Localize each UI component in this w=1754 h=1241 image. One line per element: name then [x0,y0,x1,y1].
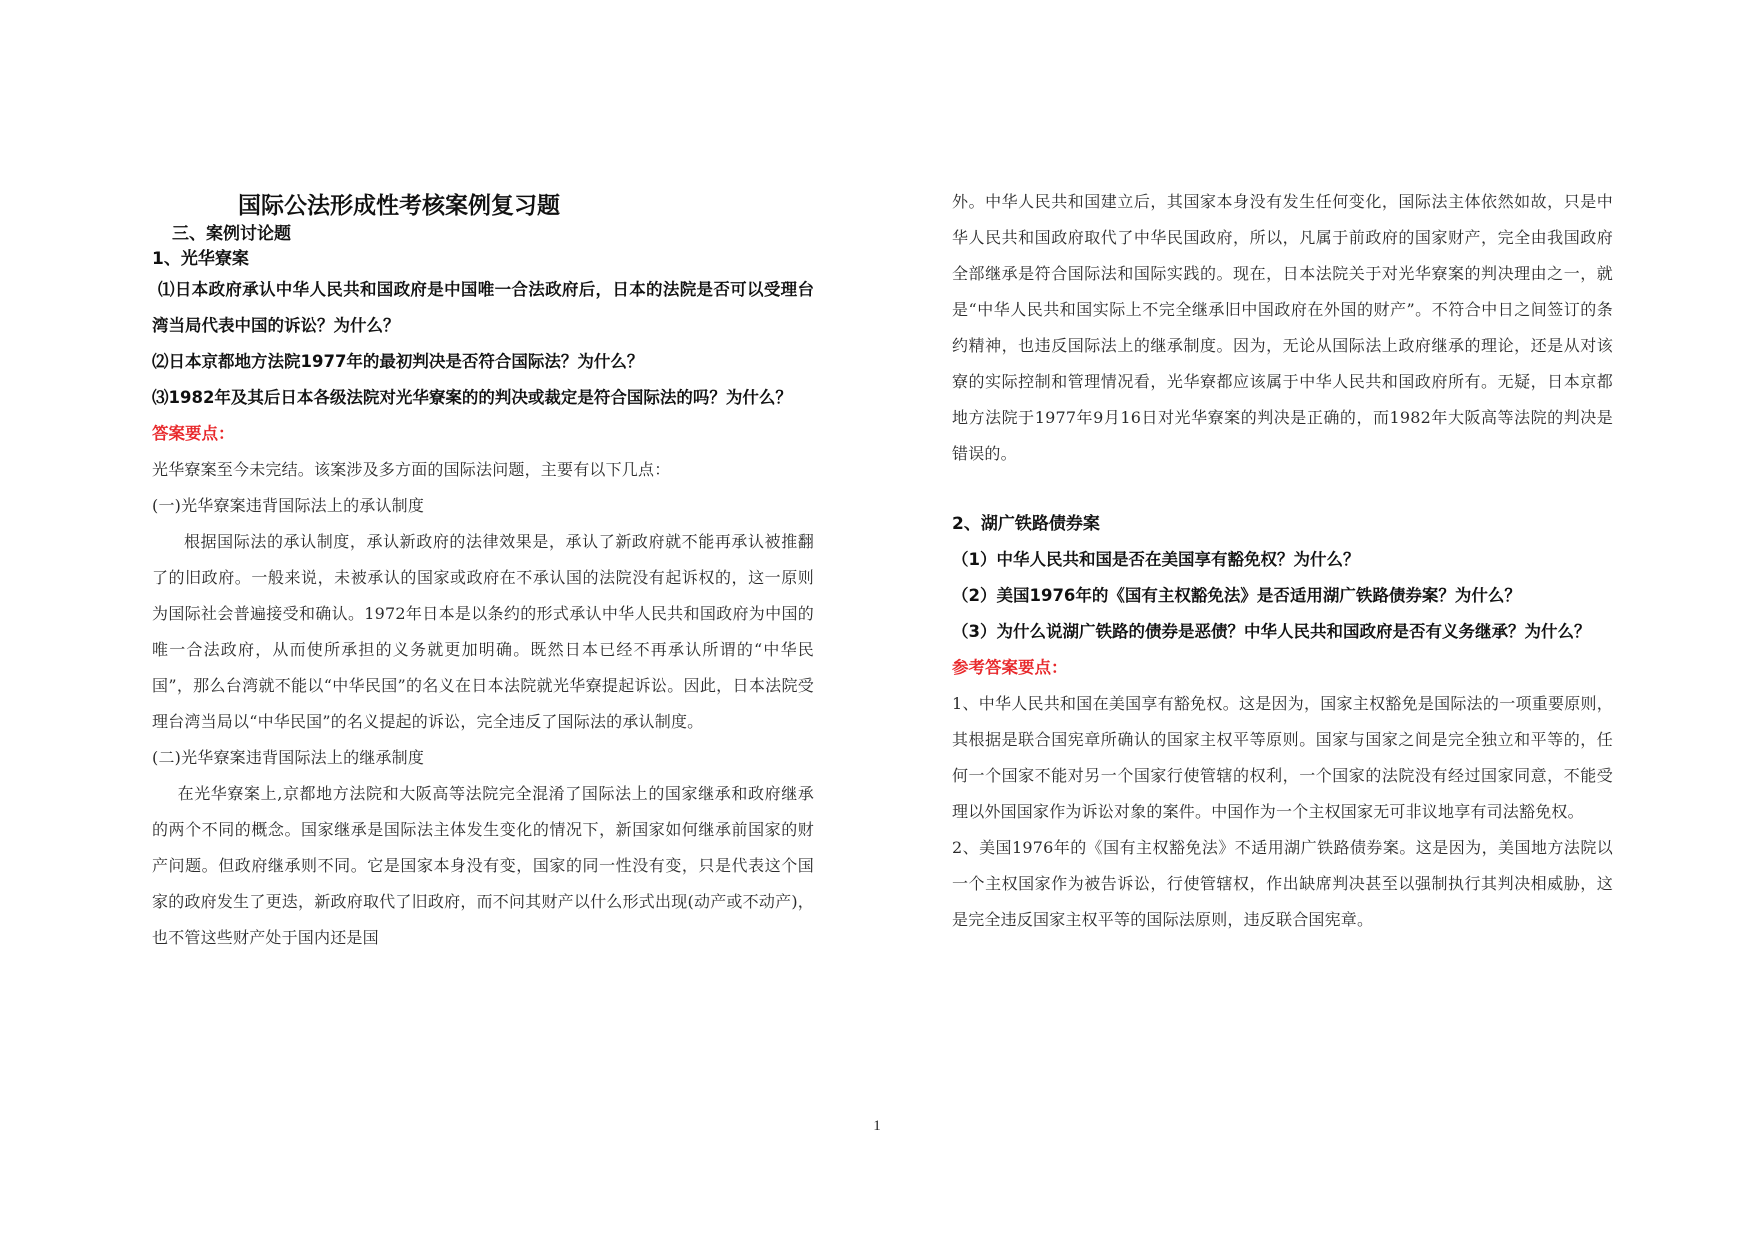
section-heading: 三、案例讨论题 [172,224,291,244]
answer-paragraph-2: 2、美国1976年的《国有主权豁免法》不适用湖广铁路债券案。这是因为，美国地方法院以一个主权国家作为被告诉讼，行使管辖权，作出缺席判决甚至以强制执行其判决相威胁，这是完全违反国家主权平等的国际法原则，违反联合国宪章。 [952,838,1613,929]
left-column [152,180,814,956]
question-1-2: ⑵日本京都地方法院1977年的最初判决是否符合国际法？为什么？ [152,352,644,371]
paragraph-continued: 外。中华人民共和国建立后，其国家本身没有发生任何变化，国际法主体依然如故，只是中华人民共和国政府取代了中华民国政府，所以，凡属于前政府的国家财产，完全由我国政府全部继承是符合国际法和国际实践的。现在，日本法院关于对光华寮案的判决理由之一，就是“中华人民共和国实际上不完全继承旧中国政府在外国的财产”。不符合中日之间签订的条约精神，也违反国际法上的继承制度。因为，无论从国际法上政府继承的理论，还是从对该寮的实际控制和管理情况看，光华寮都应该属于中华人民共和国政府所有。无疑，日本京都地方法院于1977年9月16日对光华寮案的判决是正确的，而1982年大阪高等法院的判决是错误的。 [952,192,1613,463]
spacer [952,472,1613,506]
question-2-2: （2）美国1976年的《国有主权豁免法》是否适用湖广铁路债券案？为什么？ [952,586,1521,605]
answer-paragraph-1: 1、中华人民共和国在美国享有豁免权。这是因为，国家主权豁免是国际法的一项重要原则，其根据是联合国宪章所确认的国家主权平等原则。国家与国家之间是完全独立和平等的，任何一个国家不能对另一个国家行使管辖的权利，一个国家的法院没有经过国家同意，不能受理以外国国家作为诉讼对象的案件。中国作为一个主权国家无可非议地享有司法豁免权。 [952,694,1613,821]
question-2-1: （1）中华人民共和国是否在美国享有豁免权？为什么？ [952,550,1360,569]
case-title-2: 2、湖广铁路债券案 [952,514,1100,534]
subheading: (二)光华寮案违背国际法上的继承制度 [152,748,425,767]
answer-label-1: 答案要点： [152,424,235,443]
subheading: (一)光华寮案违背国际法上的承认制度 [152,496,425,515]
question-2-3: （3）为什么说湖广铁路的债券是恶债？中华人民共和国政府是否有义务继承？为什么？ [952,622,1591,641]
case-title-1: 1、光华寮案 [152,249,249,269]
question-1-1: ⑴日本政府承认中华人民共和国政府是中国唯一合法政府后，日本的法院是否可以受理台湾当局代表中国的诉讼？为什么？ [152,280,814,335]
paragraph: 光华寮案至今未完结。该案涉及多方面的国际法问题，主要有以下几点： [152,460,671,479]
answer-label-2: 参考答案要点： [952,658,1068,677]
question-1-3: ⑶1982年及其后日本各级法院对光华寮案的的判决或裁定是符合国际法的吗？为什么？ [152,388,792,407]
page-number: 1 [873,1118,881,1134]
right-column [952,184,1613,938]
paragraph: 在光华寮案上,京都地方法院和大阪高等法院完全混淆了国际法上的国家继承和政府继承的两个不同的概念。国家继承是国际法主体发生变化的情况下，新国家如何继承前国家的财产问题。但政府继承则不同。它是国家本身没有变，国家的同一性没有变，只是代表这个国家的政府发生了更迭，新政府取代了旧政府，而不问其财产以什么形式出现(动产或不动产)，也不管这些财产处于国内还是国 [152,784,814,947]
document-title: 国际公法形成性考核案例复习题 [238,193,560,219]
paragraph: 根据国际法的承认制度，承认新政府的法律效果是，承认了新政府就不能再承认被推翻了的旧政府。一般来说，未被承认的国家或政府在不承认国的法院没有起诉权的，这一原则为国际社会普遍接受和确认。1972年日本是以条约的形式承认中华人民共和国政府为中国的唯一合法政府，从而使所承担的义务就更加明确。既然日本已经不再承认所谓的“中华民国”，那么台湾就不能以“中华民国”的名义在日本法院就光华寮提起诉讼。因此，日本法院受理台湾当局以“中华民国”的名义提起的诉讼，完全违反了国际法的承认制度。 [152,532,814,731]
